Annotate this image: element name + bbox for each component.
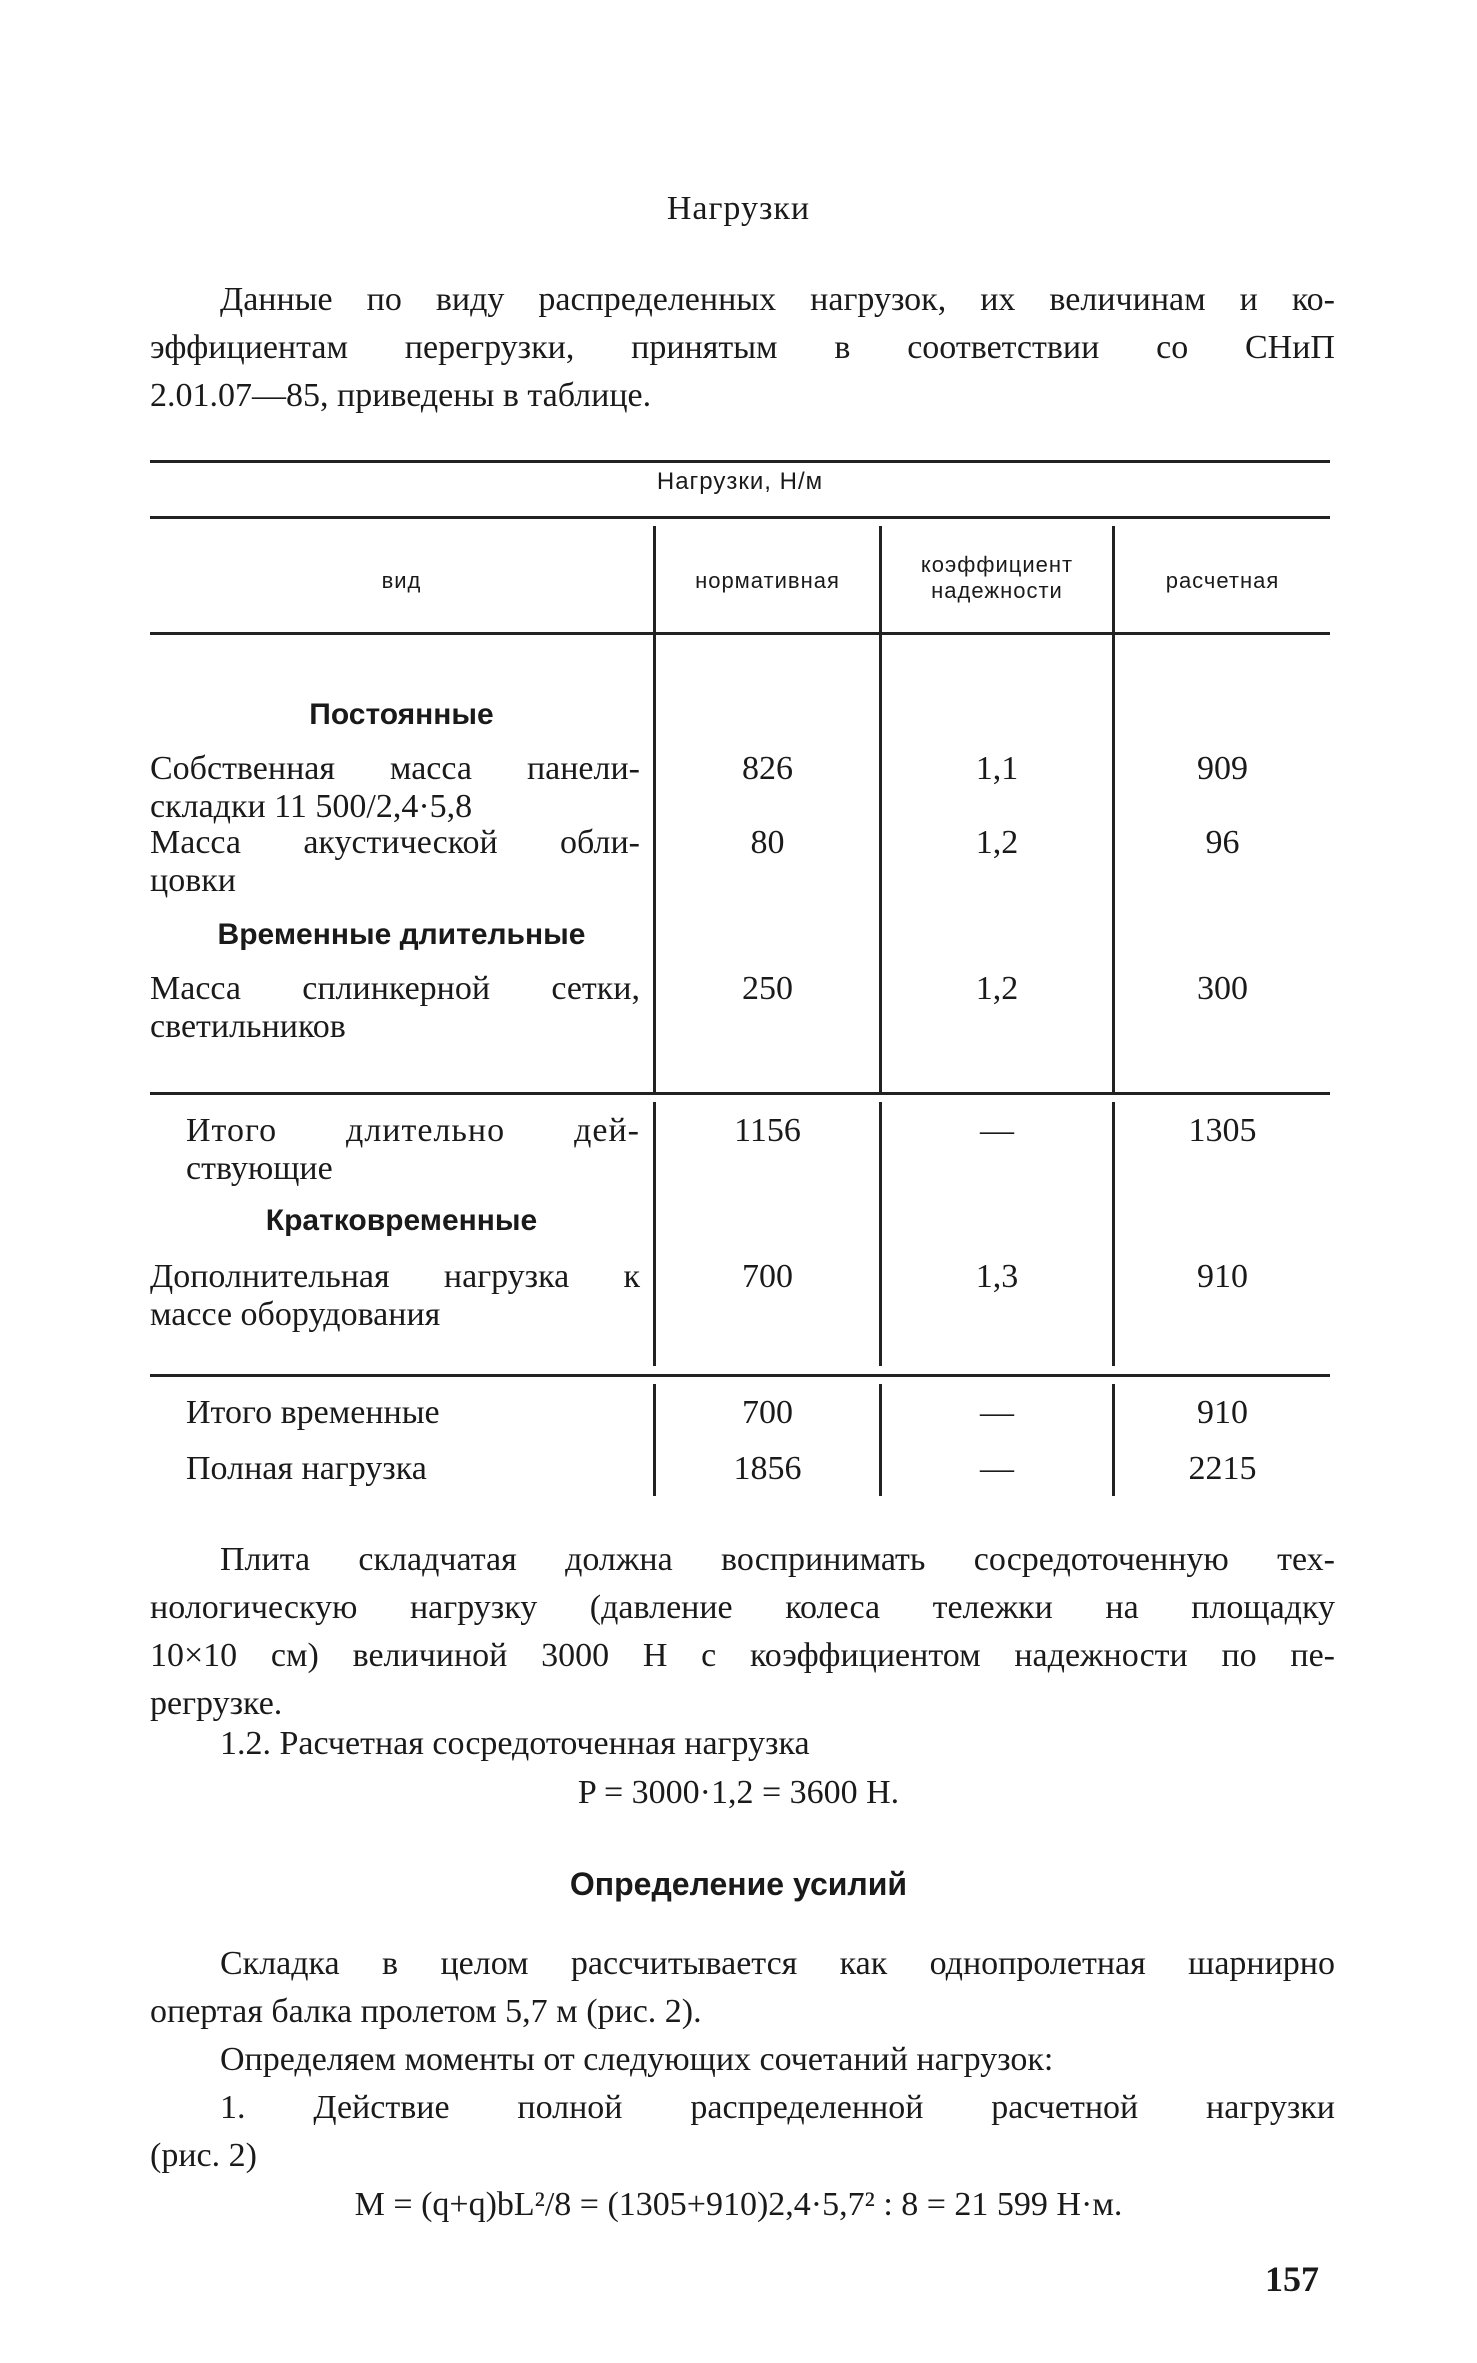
row-own-mass-coef: 1,1 (975, 750, 1019, 787)
row-total-long-calc: 1305 (1188, 1112, 1257, 1149)
page-number: 157 (1265, 2259, 1319, 2299)
paragraph-concentrated-load (150, 1536, 1335, 1728)
loads-table (150, 460, 1330, 1500)
row-total-temp-coef: — (980, 1394, 1014, 1431)
section-long-term: Временные длительные (217, 918, 586, 951)
row-total-full-coef: — (980, 1450, 1014, 1487)
row-label-line: Масса акустической обли- (150, 824, 640, 861)
col-header-coef-line1: коэффициент (920, 552, 1074, 577)
intro-paragraph (150, 276, 1335, 420)
row-equipment-norm: 700 (742, 1258, 793, 1295)
row-label-line: складки 11 500/2,4·5,8 (150, 788, 473, 825)
section-short-term: Кратковременные (265, 1204, 538, 1237)
row-label-line: Масса сплинкерной сетки, (150, 970, 640, 1007)
col-header-coef-line2: надежности (931, 578, 1063, 603)
row-equipment-calc: 910 (1197, 1258, 1248, 1295)
paragraph-moments (150, 2036, 1335, 2084)
table-rule (150, 1374, 1330, 1377)
row-sprinkler-calc: 300 (1197, 970, 1248, 1007)
row-sprinkler-label (150, 970, 640, 1046)
row-label-line: массе оборудования (150, 1296, 441, 1333)
row-label-line: цовки (150, 862, 236, 899)
row-label-line: светильников (150, 1008, 346, 1045)
table-rule (150, 460, 1330, 463)
row-total-full-label: Полная нагрузка (186, 1450, 427, 1487)
row-total-full-norm: 1856 (733, 1450, 802, 1487)
paragraph-line: регрузке. (150, 1685, 283, 1722)
intro-line: эффициентам перегрузки, принятым в соответствии со СНиП (150, 329, 1335, 366)
paragraph-line: нологическую нагрузку (давление колеса тележки на площадку (150, 1589, 1335, 1626)
col-header-type: вид (381, 568, 422, 593)
row-own-mass-label (150, 750, 640, 826)
table-header-main: Нагрузки, Н/м (656, 468, 824, 495)
paragraph-line: 1. Действие полной распределенной расчетной нагрузки (220, 2089, 1335, 2126)
formula-design-load: P = 3000·1,2 = 3600 Н. (577, 1774, 900, 1811)
intro-line: Данные по виду распределенных нагрузок, их величинам и ко- (220, 281, 1335, 318)
row-label-line: ствующие (186, 1150, 333, 1187)
row-own-mass-calc: 909 (1197, 750, 1248, 787)
paragraph-line: опертая балка пролетом 5,7 м (рис. 2). (150, 1993, 702, 2030)
row-sprinkler-coef: 1,2 (975, 970, 1019, 1007)
paragraph-action (150, 2084, 1335, 2180)
row-sprinkler-norm: 250 (742, 970, 793, 1007)
paragraph-line: Складка в целом рассчитывается как однопролетная шарнирно (220, 1945, 1335, 1982)
paragraph-beam (150, 1940, 1335, 2036)
row-equipment-label (150, 1258, 640, 1334)
row-acoustic-norm: 80 (750, 824, 785, 861)
formula-moment: M = (q+q)bL²/8 = (1305+910)2,4·5,7² : 8 = 21 599 Н·м. (354, 2186, 1123, 2223)
table-rule (150, 516, 1330, 519)
table-rule (150, 632, 1330, 635)
row-equipment-coef: 1,3 (975, 1258, 1019, 1295)
row-acoustic-coef: 1,2 (975, 824, 1019, 861)
paragraph-design-load (220, 1720, 1320, 1768)
section-title: Нагрузки (666, 190, 811, 227)
row-total-temp-calc: 910 (1197, 1394, 1248, 1431)
col-header-calc: расчетная (1165, 568, 1280, 593)
col-header-coef (882, 552, 1112, 604)
row-total-temp-norm: 700 (742, 1394, 793, 1431)
paragraph-line: 1.2. Расчетная сосредоточенная нагрузка (220, 1725, 810, 1762)
paragraph-line: Определяем моменты от следующих сочетаний нагрузок: (220, 2041, 1054, 2078)
paragraph-line: 10×10 см) величиной 3000 Н с коэффициентом надежности по пе- (150, 1637, 1335, 1674)
row-acoustic-calc: 96 (1205, 824, 1240, 861)
row-total-temp-label: Итого временные (186, 1394, 440, 1431)
row-label-line: Итого длительно дей- (186, 1112, 640, 1149)
intro-line: 2.01.07—85, приведены в таблице. (150, 377, 652, 414)
paragraph-line: Плита складчатая должна воспринимать сосредоточенную тех- (220, 1541, 1335, 1578)
row-own-mass-norm: 826 (742, 750, 793, 787)
section-heading-forces: Определение усилий (569, 1866, 908, 1902)
row-total-full-calc: 2215 (1188, 1450, 1257, 1487)
section-permanent: Постоянные (309, 698, 494, 731)
col-header-norm: нормативная (695, 568, 840, 593)
paragraph-line: (рис. 2) (150, 2137, 257, 2174)
row-total-long-coef: — (980, 1112, 1014, 1149)
row-acoustic-label (150, 824, 640, 900)
row-total-long-norm: 1156 (734, 1112, 801, 1149)
row-label-line: Дополнительная нагрузка к (150, 1258, 640, 1295)
table-rule (150, 1092, 1330, 1095)
row-total-long-label (186, 1112, 640, 1188)
row-label-line: Собственная масса панели- (150, 750, 640, 787)
